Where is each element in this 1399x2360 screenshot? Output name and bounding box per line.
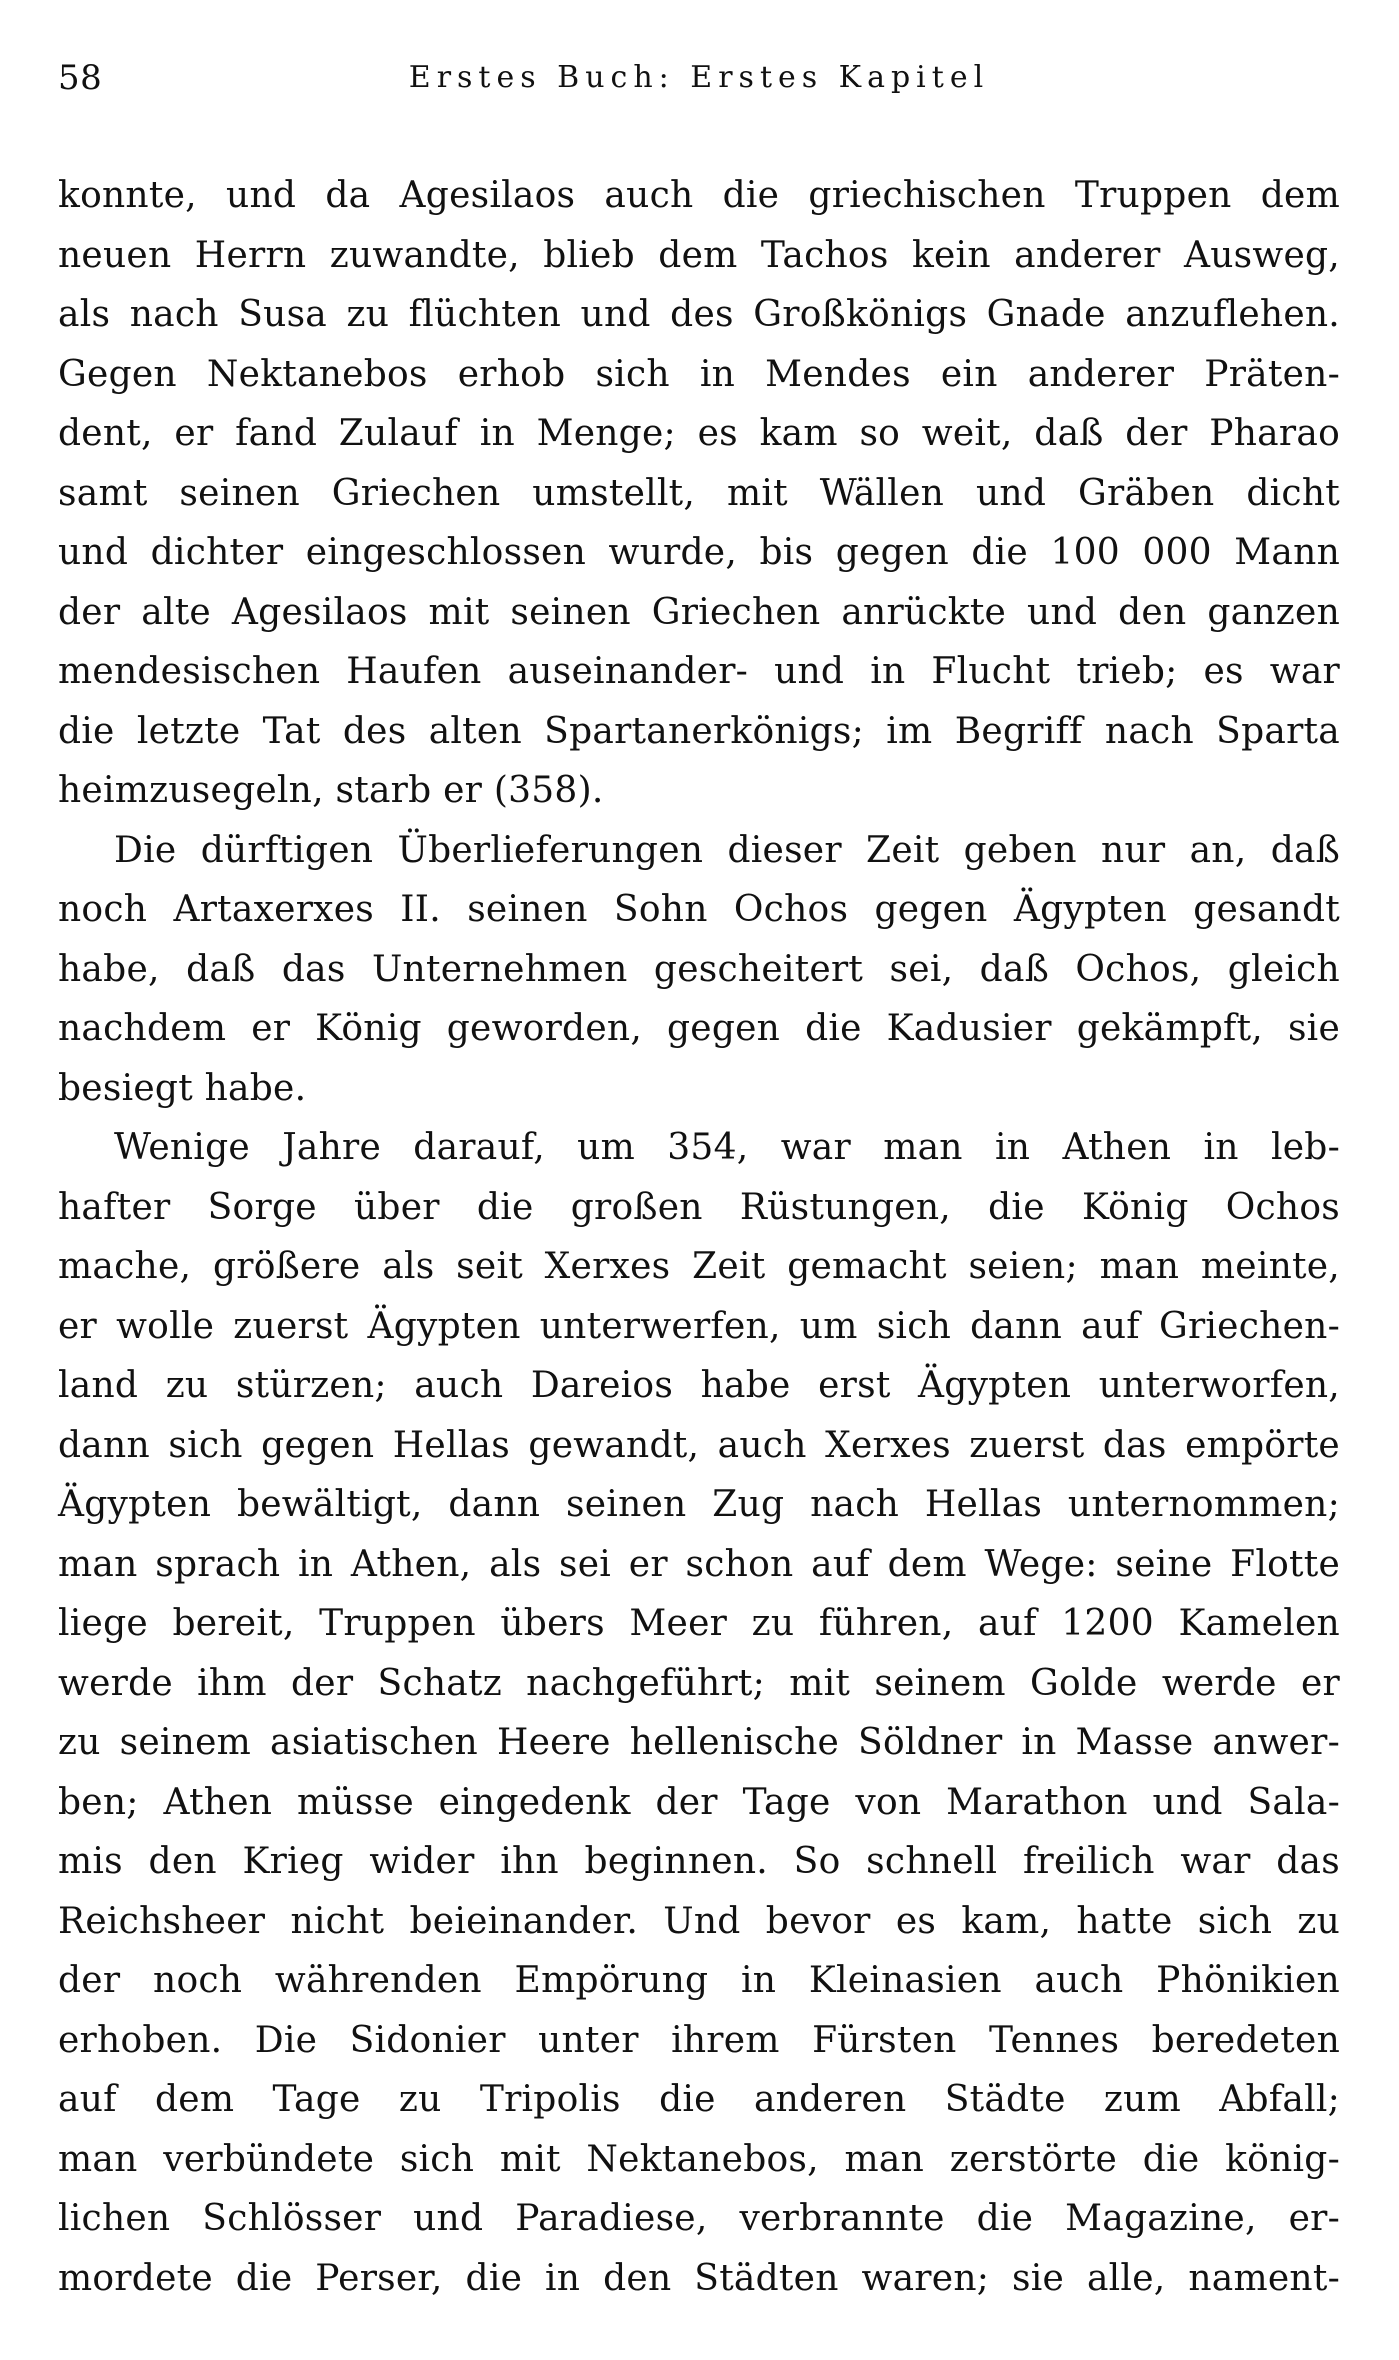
book-page: [58, 40, 1340, 2308]
text-line: er wolle zuerst Ägypten unterwerfen, um sich dann auf Griechen-: [58, 1305, 1340, 1347]
text-line: mendesischen Haufen auseinander- und in Flucht trieb; es war: [58, 651, 1340, 692]
text-line: mis den Krieg wider ihn beginnen. So schnell freilich war das: [58, 1841, 1340, 1882]
running-head: [58, 40, 1340, 110]
text-line: man sprach in Athen, als sei er schon auf dem Wege: seine Flotte: [58, 1543, 1340, 1585]
text-line: die letzte Tat des alten Spartanerkönigs; im Begriff nach Sparta: [58, 710, 1340, 752]
text-line: hafter Sorge über die großen Rüstungen, die König Ochos: [58, 1186, 1340, 1228]
text-line: neuen Herrn zuwandte, blieb dem Tachos kein anderer Ausweg,: [58, 234, 1340, 276]
text-line: zu seinem asiatischen Heere hellenische Söldner in Masse anwer-: [58, 1722, 1340, 1763]
running-title: Erstes Buch: Erstes Kapitel: [408, 60, 990, 95]
text-line: Wenige Jahre darauf, um 354, war man in Athen in leb-: [114, 1127, 1340, 1168]
text-line: lichen Schlösser und Paradiese, verbrannte die Magazine, er-: [58, 2198, 1340, 2239]
text-line: man verbündete sich mit Nektanebos, man zerstörte die könig-: [58, 2138, 1340, 2180]
text-line: Reichsheer nicht beieinander. Und bevor es kam, hatte sich zu: [58, 1900, 1340, 1942]
text-line: liege bereit, Truppen übers Meer zu führen, auf 1200 Kamelen: [58, 1603, 1340, 1644]
text-line: Die dürftigen Überlieferungen dieser Zeit geben nur an, daß: [114, 829, 1340, 871]
text-line: und dichter eingeschlossen wurde, bis gegen die 100 000 Mann: [58, 532, 1340, 573]
text-line: heimzusegeln, starb er (358).: [58, 770, 604, 811]
page-number: 58: [58, 58, 103, 98]
text-line: besiegt habe.: [58, 1067, 307, 1109]
text-line: mordete die Perser, die in den Städten waren; sie alle, nament-: [58, 2257, 1340, 2299]
text-line: dent, er fand Zulauf in Menge; es kam so weit, daß der Pharao: [58, 413, 1340, 454]
text-line: noch Artaxerxes II. seinen Sohn Ochos gegen Ägypten gesandt: [58, 889, 1340, 930]
text-line: Gegen Nektanebos erhob sich in Mendes ein anderer Präten-: [58, 353, 1340, 395]
text-line: als nach Susa zu flüchten und des Großkönigs Gnade anzuflehen.: [58, 294, 1340, 335]
text-line: ben; Athen müsse eingedenk der Tage von Marathon und Sala-: [58, 1781, 1340, 1823]
text-line: samt seinen Griechen umstellt, mit Wällen und Gräben dicht: [58, 472, 1340, 514]
text-line: erhoben. Die Sidonier unter ihrem Fürsten Tennes beredeten: [58, 2019, 1340, 2061]
text-line: werde ihm der Schatz nachgeführt; mit seinem Golde werde er: [58, 1662, 1340, 1704]
text-line: konnte, und da Agesilaos auch die griechischen Truppen dem: [58, 175, 1340, 216]
text-line: der alte Agesilaos mit seinen Griechen anrückte und den ganzen: [58, 591, 1340, 633]
text-line: habe, daß das Unternehmen gescheitert sei, daß Ochos, gleich: [58, 948, 1340, 990]
text-line: der noch währenden Empörung in Kleinasien auch Phönikien: [58, 1960, 1340, 2001]
text-line: nachdem er König geworden, gegen die Kadusier gekämpft, sie: [58, 1008, 1340, 1049]
text-line: land zu stürzen; auch Dareios habe erst Ägypten unterworfen,: [58, 1365, 1340, 1406]
body-text: [58, 166, 1340, 2308]
text-line: Ägypten bewältigt, dann seinen Zug nach Hellas unternommen;: [58, 1484, 1340, 1525]
text-line: dann sich gegen Hellas gewandt, auch Xerxes zuerst das empörte: [58, 1424, 1340, 1466]
text-line: mache, größere als seit Xerxes Zeit gemacht seien; man meinte,: [58, 1246, 1340, 1287]
text-line: auf dem Tage zu Tripolis die anderen Städte zum Abfall;: [58, 2079, 1340, 2120]
